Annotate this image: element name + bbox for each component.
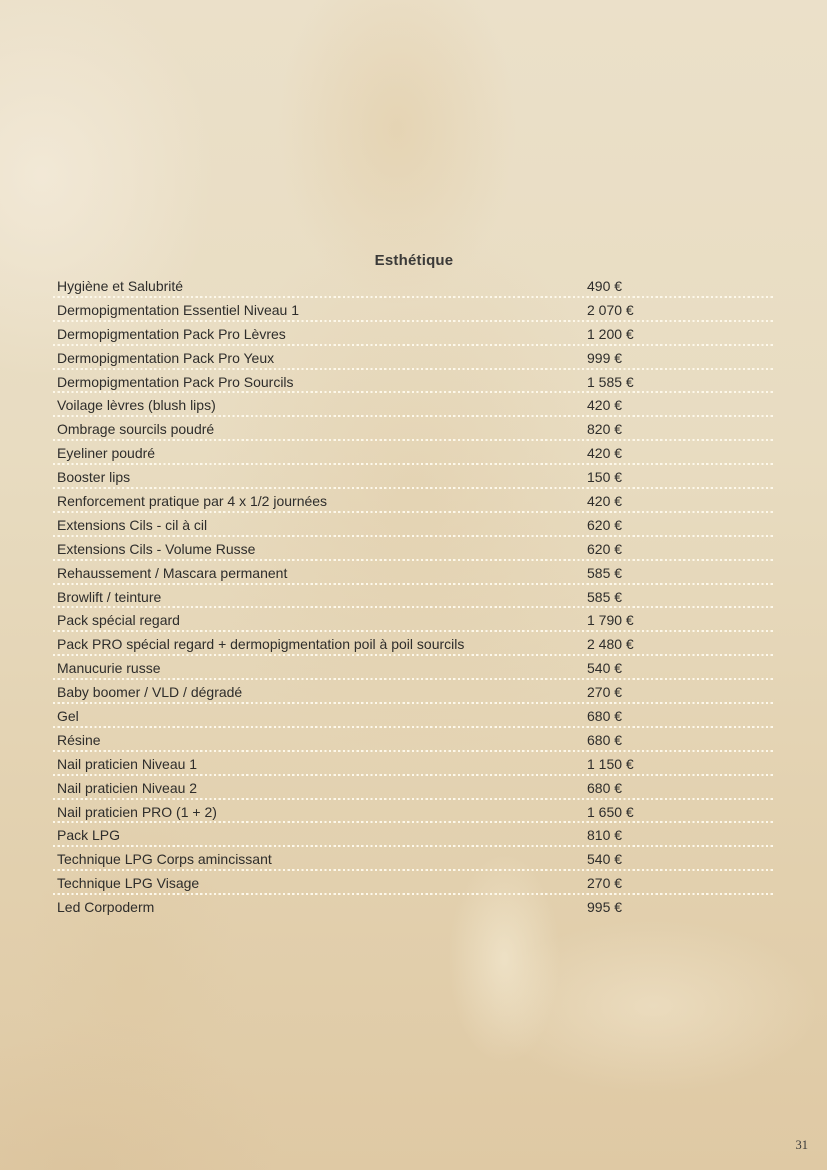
- table-row: [53, 441, 775, 465]
- item-price: 620 €: [587, 540, 623, 557]
- table-row: [53, 608, 775, 632]
- item-price: 810 €: [587, 827, 623, 844]
- item-price: 680 €: [587, 779, 623, 796]
- item-label: Nail praticien Niveau 1: [57, 755, 198, 772]
- item-price: 2 480 €: [587, 636, 634, 653]
- table-row: [53, 417, 775, 441]
- item-label: Manucurie russe: [57, 660, 161, 677]
- item-label: Nail praticien PRO (1 + 2): [57, 803, 217, 820]
- price-table: [53, 274, 775, 919]
- item-price: 540 €: [587, 660, 623, 677]
- item-label: Pack LPG: [57, 827, 121, 844]
- table-row: [53, 656, 775, 680]
- item-label: Résine: [57, 731, 101, 748]
- item-label: Dermopigmentation Pack Pro Lèvres: [57, 325, 286, 342]
- item-label: Extensions Cils - Volume Russe: [57, 540, 256, 557]
- table-row: [53, 632, 775, 656]
- item-price: 995 €: [587, 899, 623, 916]
- table-row: [53, 823, 775, 847]
- table-row: [53, 489, 775, 513]
- item-label: Extensions Cils - cil à cil: [57, 516, 208, 533]
- item-price: 585 €: [587, 588, 623, 605]
- item-label: Voilage lèvres (blush lips): [57, 397, 216, 414]
- page-number: 31: [795, 1138, 808, 1152]
- table-row: [53, 895, 775, 919]
- item-label: Gel: [57, 707, 79, 724]
- table-row: [53, 847, 775, 871]
- table-row: [53, 298, 775, 322]
- item-label: Hygiène et Salubrité: [57, 277, 184, 294]
- item-price: 820 €: [587, 421, 623, 438]
- item-label: Eyeliner poudré: [57, 445, 156, 462]
- table-row: [53, 752, 775, 776]
- item-label: Ombrage sourcils poudré: [57, 421, 215, 438]
- item-price: 150 €: [587, 469, 623, 486]
- item-label: Renforcement pratique par 4 x 1/2 journées: [57, 492, 328, 509]
- table-row: [53, 728, 775, 752]
- item-price: 585 €: [587, 564, 623, 581]
- item-price: 420 €: [587, 492, 623, 509]
- table-row: [53, 871, 775, 895]
- item-label: Rehaussement / Mascara permanent: [57, 564, 288, 581]
- item-price: 270 €: [587, 684, 623, 701]
- table-row: [53, 322, 775, 346]
- item-price: 999 €: [587, 349, 623, 366]
- table-row: [53, 585, 775, 609]
- item-price: 420 €: [587, 397, 623, 414]
- item-label: Baby boomer / VLD / dégradé: [57, 684, 243, 701]
- item-label: Pack PRO spécial regard + dermopigmentation poil à poil sourcils: [57, 636, 465, 653]
- item-price: 1 585 €: [587, 373, 634, 390]
- table-row: [53, 274, 775, 298]
- table-row: [53, 465, 775, 489]
- item-price: 490 €: [587, 277, 623, 294]
- item-label: Booster lips: [57, 469, 131, 486]
- item-label: Nail praticien Niveau 2: [57, 779, 198, 796]
- item-label: Technique LPG Visage: [57, 875, 200, 892]
- item-price: 680 €: [587, 707, 623, 724]
- item-price: 680 €: [587, 731, 623, 748]
- table-row: [53, 393, 775, 417]
- item-price: 1 790 €: [587, 612, 634, 629]
- item-label: Led Corpoderm: [57, 899, 155, 916]
- item-label: Browlift / teinture: [57, 588, 162, 605]
- table-row: [53, 800, 775, 824]
- table-row: [53, 370, 775, 394]
- item-label: Dermopigmentation Essentiel Niveau 1: [57, 301, 300, 318]
- item-label: Dermopigmentation Pack Pro Sourcils: [57, 373, 294, 390]
- page-title: Esthétique: [374, 252, 454, 269]
- table-row: [53, 513, 775, 537]
- table-row: [53, 680, 775, 704]
- item-label: Pack spécial regard: [57, 612, 180, 629]
- table-row: [53, 537, 775, 561]
- item-price: 540 €: [587, 851, 623, 868]
- table-row: [53, 561, 775, 585]
- table-row: [53, 346, 775, 370]
- item-label: Technique LPG Corps amincissant: [57, 851, 272, 868]
- item-price: 1 150 €: [587, 755, 634, 772]
- item-price: 1 200 €: [587, 325, 634, 342]
- item-price: 2 070 €: [587, 301, 634, 318]
- table-row: [53, 704, 775, 728]
- item-label: Dermopigmentation Pack Pro Yeux: [57, 349, 275, 366]
- item-price: 420 €: [587, 445, 623, 462]
- item-price: 620 €: [587, 516, 623, 533]
- table-row: [53, 776, 775, 800]
- item-price: 1 650 €: [587, 803, 634, 820]
- item-price: 270 €: [587, 875, 623, 892]
